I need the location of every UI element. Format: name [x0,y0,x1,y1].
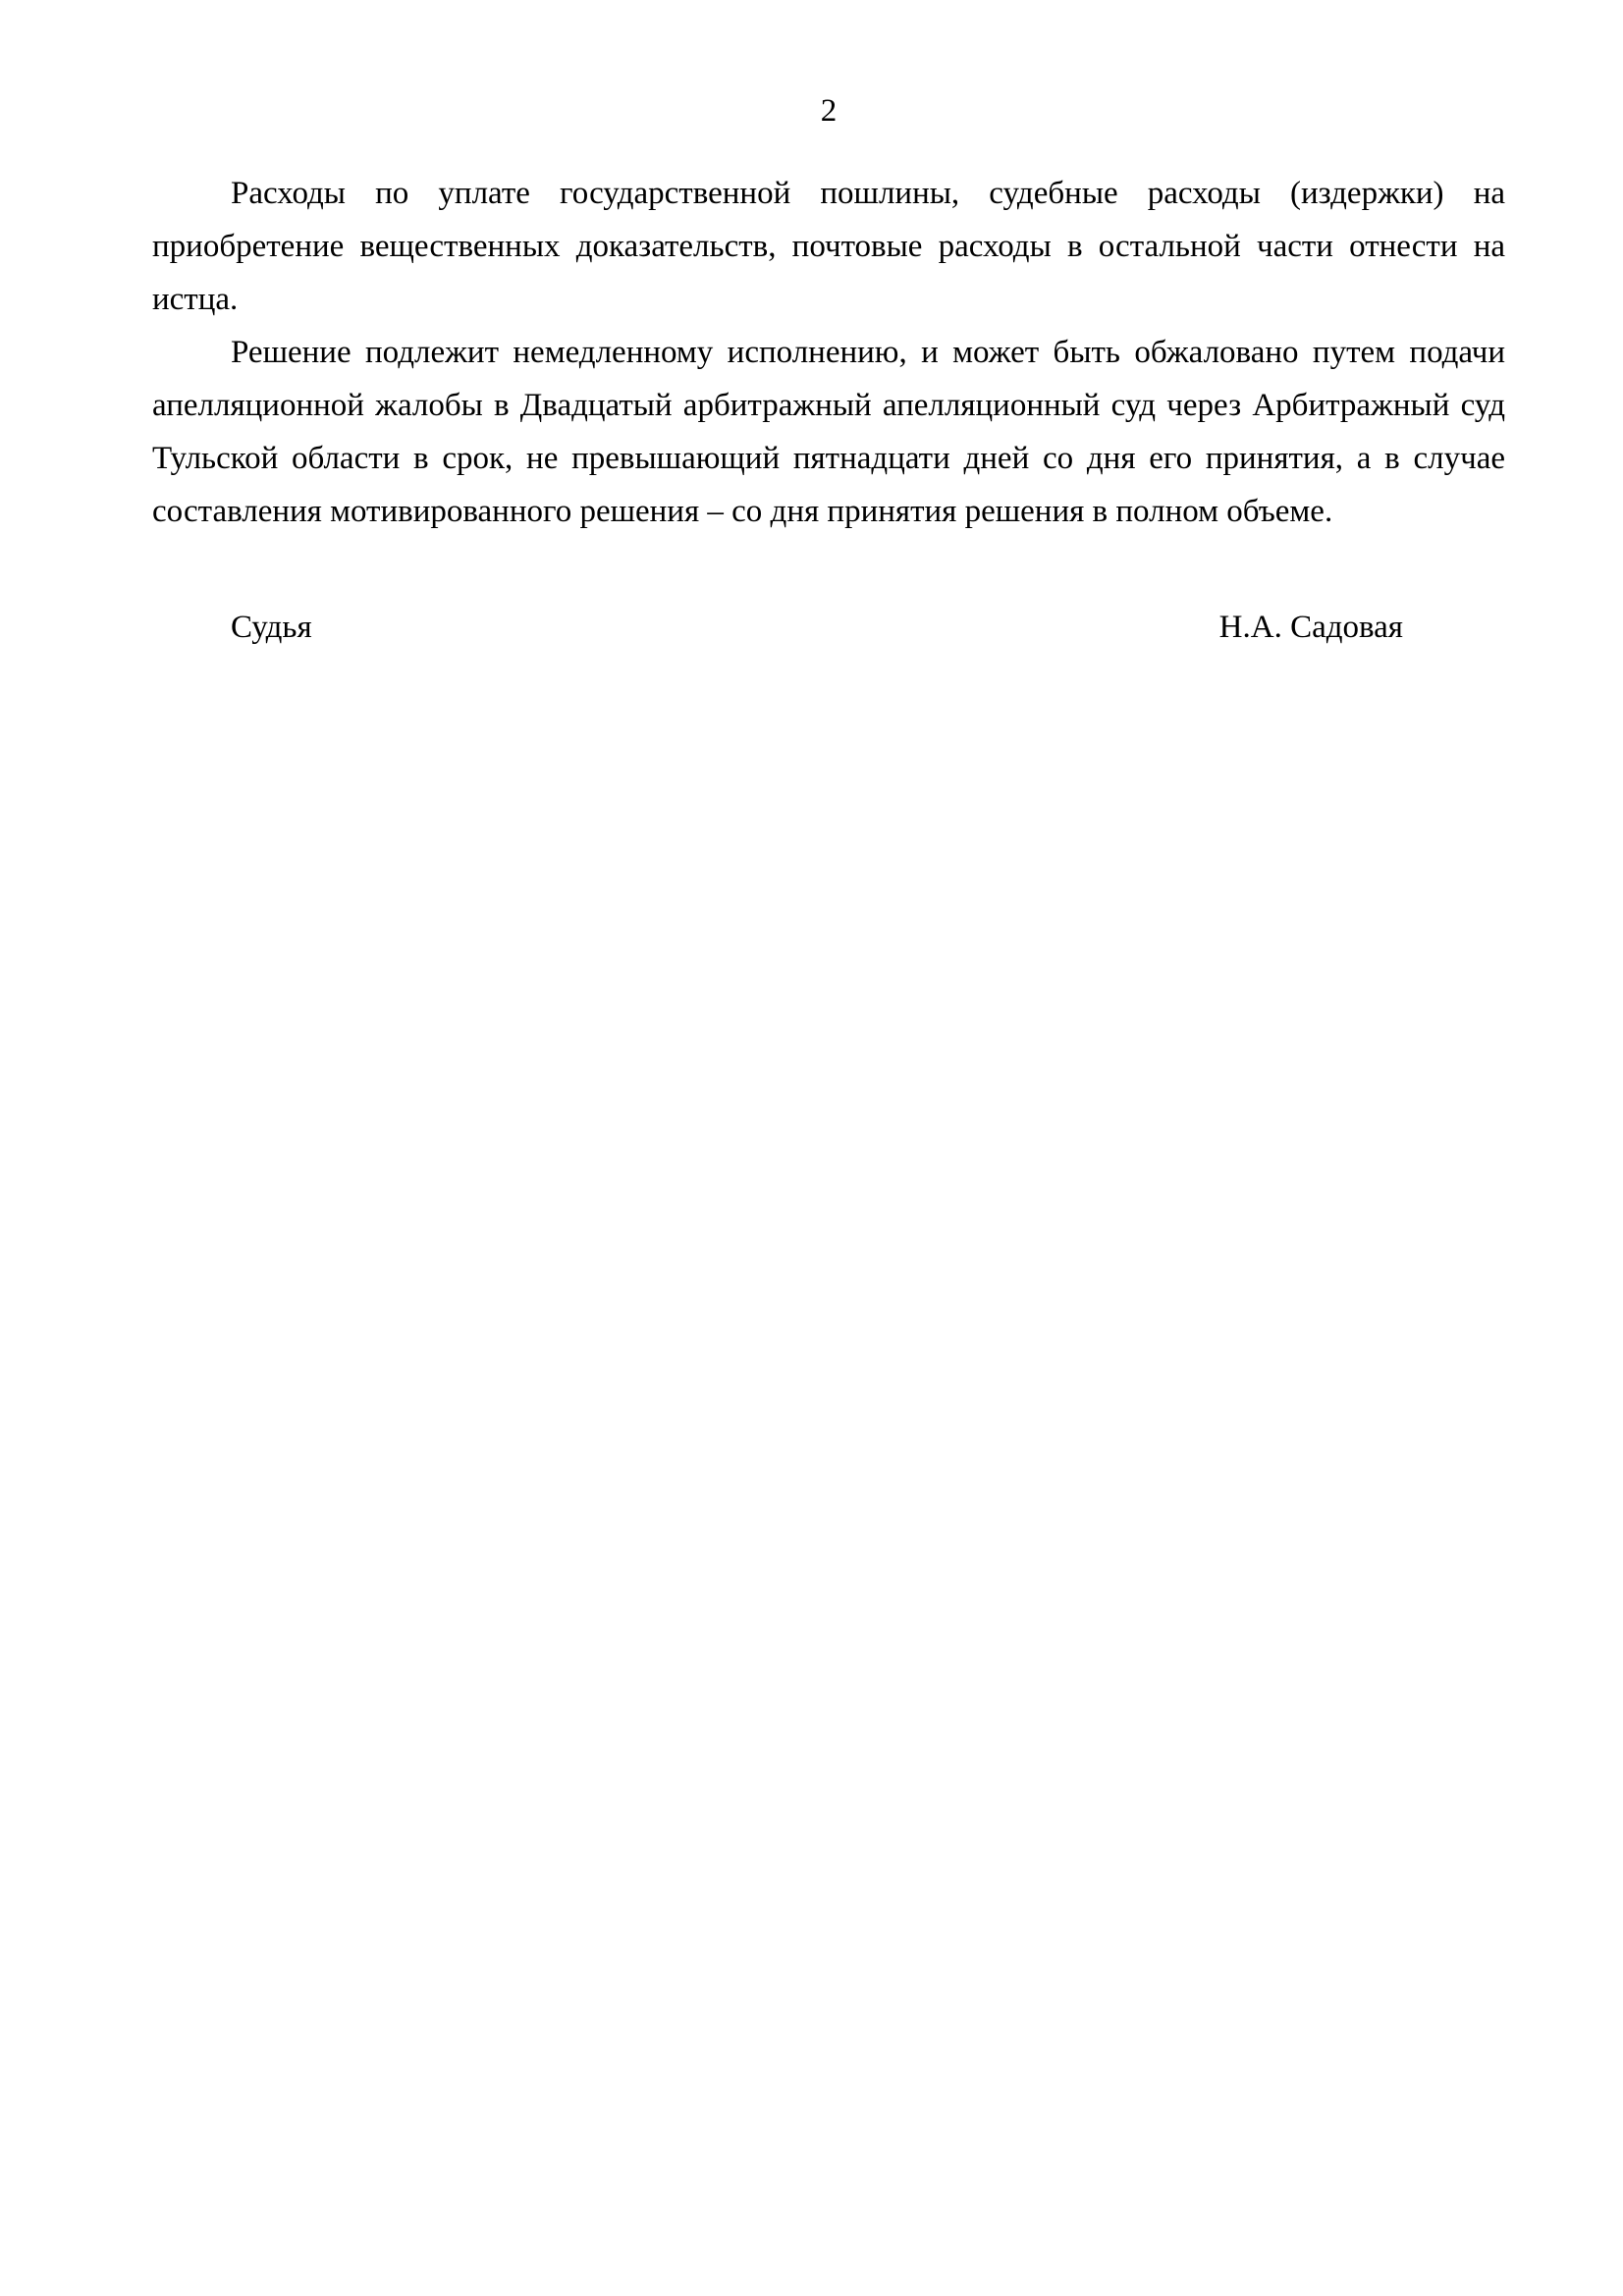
text-line: апелляционной жалобы в Двадцатый арбитражный апелляционный суд через Арбитражный суд [152,388,1505,423]
page-number: 2 [820,93,838,129]
signature-name: Н.А. Садовая [1218,610,1403,645]
text-line: приобретение вещественных доказательств, почтовые расходы в остальной части отнести на [152,229,1505,264]
text-line: Тульской области в срок, не превышающий пятнадцати дней со дня его принятия, а в случае [152,441,1505,476]
paragraph-appeal-procedure [152,326,1505,538]
text-line: истца. [152,282,239,317]
text-line: Расходы по уплате государственной пошлины, судебные расходы (издержки) на [231,176,1505,211]
paragraph-court-costs [152,167,1505,326]
text-line: составления мотивированного решения – со дня принятия решения в полном объеме. [152,494,1333,529]
signature-role: Судья [231,610,312,645]
signature-row [152,601,1505,654]
text-line: Решение подлежит немедленному исполнению, и может быть обжаловано путем подачи [231,335,1505,370]
